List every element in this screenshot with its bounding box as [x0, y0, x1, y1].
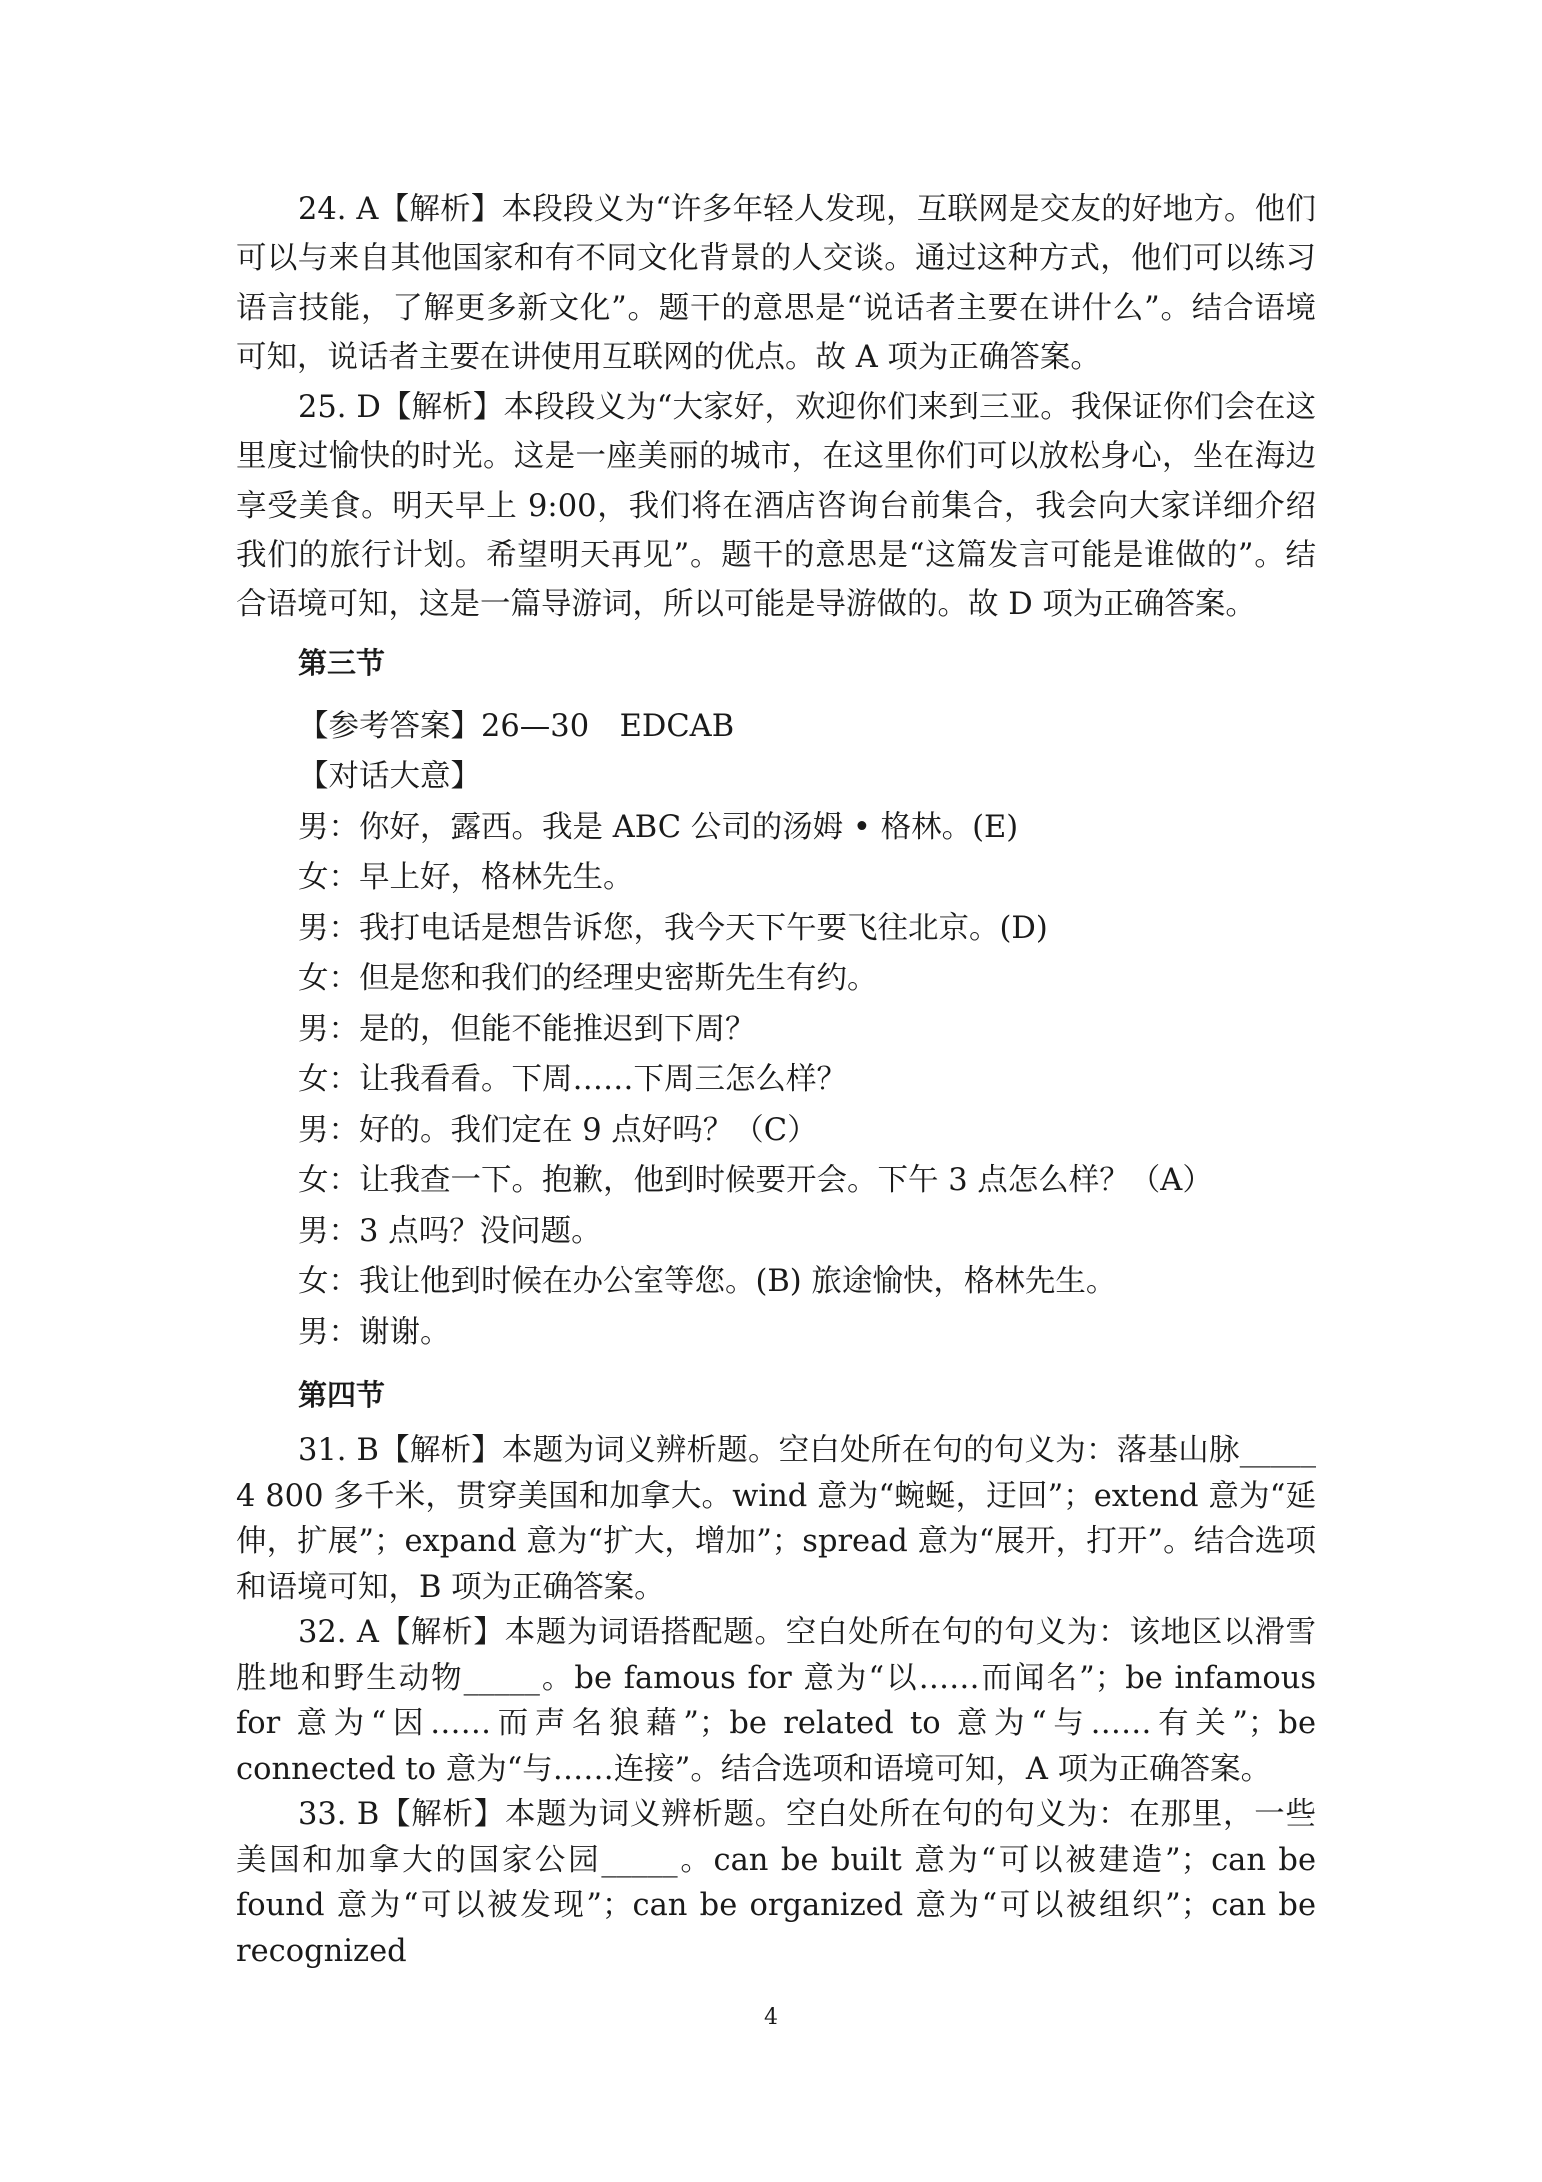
- dialog-line: 男：是的，但能不能推迟到下周？: [298, 1011, 756, 1047]
- dialog-line: 女：但是您和我们的经理史密斯先生有约。: [298, 961, 878, 997]
- document-body: [236, 185, 1316, 1974]
- section-heading-4: 第四节: [298, 1378, 386, 1413]
- dialog-summary-title: 【对话大意】: [298, 759, 481, 795]
- paragraph-31: 31. B【解析】本题为词义辨析题。空白处所在句的句义为：落基山脉_____ 4 800 多千米，贯穿美国和加拿大。wind 意为“蜿蜒，迂回”；extend 意为“延伸，扩展”；expand 意为“扩大，增加”；spread 意为“展开，打开”。结合选项和语境可知，B 项为正确答案。: [236, 1433, 1316, 1605]
- paragraph-33: 33. B【解析】本题为词义辨析题。空白处所在句的句义为：在那里，一些美国和加拿大的国家公园_____。can be built 意为“可以被建造”；can be found 意为“可以被发现”；can be organized 意为“可以被组织”；can be recognized: [236, 1797, 1316, 1969]
- dialog-line: 女：让我查一下。抱歉，他到时候要开会。下午 3 点怎么样？（A）: [298, 1163, 1213, 1199]
- dialog-line: 男：谢谢。: [298, 1314, 451, 1350]
- dialog-line: 男：我打电话是想告诉您，我今天下午要飞往北京。(D): [298, 910, 1048, 946]
- dialog-line: 男：3 点吗？没问题。: [298, 1213, 602, 1249]
- dialog-line: 女：早上好，格林先生。: [298, 860, 634, 896]
- dialog-line: 男：好的。我们定在 9 点好吗？（C）: [298, 1112, 818, 1148]
- dialog-line: 女：我让他到时候在办公室等您。(B) 旅途愉快，格林先生。: [298, 1264, 1117, 1300]
- reference-answers: 【参考答案】26—30 EDCAB: [298, 708, 735, 744]
- dialog-list: [236, 803, 1316, 1359]
- paragraph-24: 24. A【解析】本段段义为“许多年轻人发现，互联网是交友的好地方。他们可以与来自其他国家和有不同文化背景的人交谈。通过这种方式，他们可以练习语言技能，了解更多新文化”。题干的意思是“说话者主要在讲什么”。结合语境可知，说话者主要在讲使用互联网的优点。故 A 项为正确答案。: [236, 192, 1316, 375]
- dialog-line: 男：你好，露西。我是 ABC 公司的汤姆 • 格林。(E): [298, 809, 1019, 845]
- dialog-line: 女：让我看看。下周……下周三怎么样？: [298, 1062, 847, 1098]
- section-heading-3: 第三节: [298, 645, 386, 680]
- paragraph-32: 32. A【解析】本题为词语搭配题。空白处所在句的句义为：该地区以滑雪胜地和野生动物_____。be famous for 意为“以……而闻名”；be infamous for 意为“因……而声名狼藉”；be related to 意为“与……有关”；be connected to 意为“与……连接”。结合选项和语境可知，A 项为正确答案。: [236, 1615, 1316, 1787]
- paragraph-25: 25. D【解析】本段段义为“大家好，欢迎你们来到三亚。我保证你们会在这里度过愉快的时光。这是一座美丽的城市，在这里你们可以放松身心，坐在海边享受美食。明天早上 9:00，我们将在酒店咨询台前集合，我会向大家详细介绍我们的旅行计划。希望明天再见”。题干的意思是“这篇发言可能是谁做的”。结合语境可知，这是一篇导游词，所以可能是导游做的。故 D 项为正确答案。: [236, 390, 1316, 623]
- page-number: 4: [764, 2005, 778, 2030]
